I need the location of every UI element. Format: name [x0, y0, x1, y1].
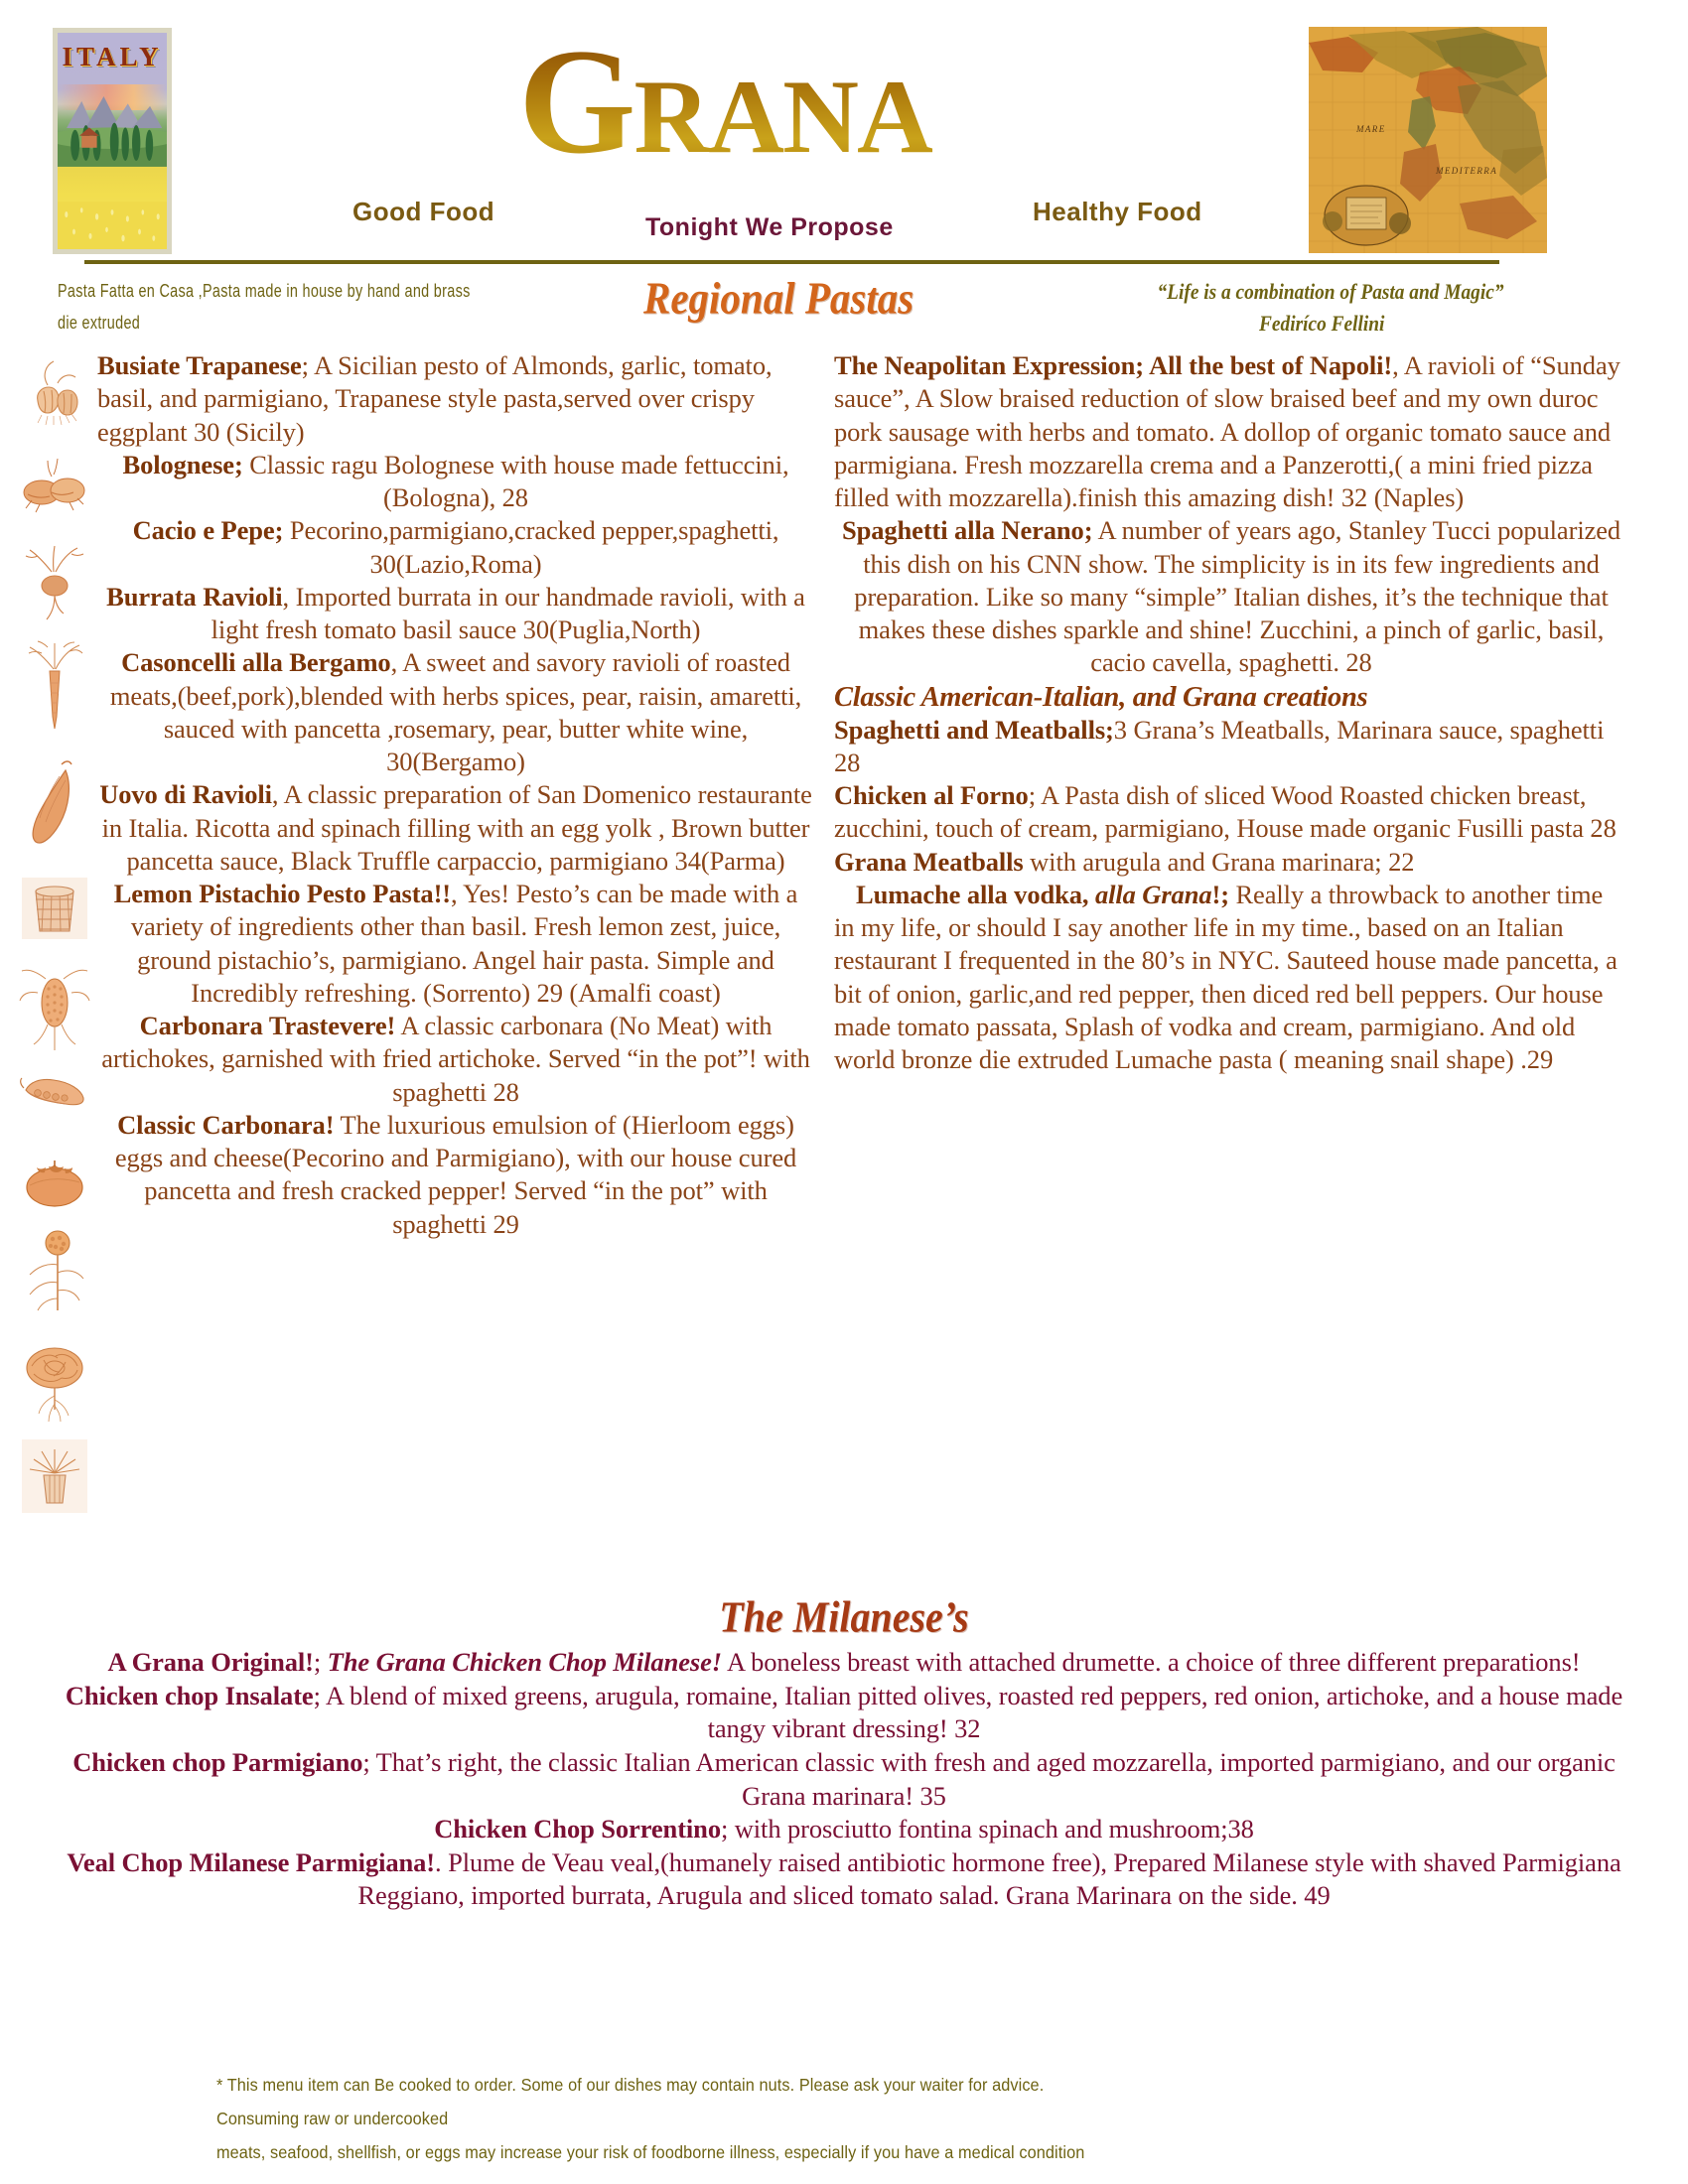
dish-separator: ; — [1028, 780, 1036, 810]
menu-item-grana-meatballs — [834, 846, 1628, 879]
poster-sunflower-field-icon — [58, 202, 167, 249]
pea-pod-icon — [18, 1068, 91, 1138]
milanese-intro-italic: The Grana Chicken Chop Milanese! — [327, 1647, 722, 1677]
pasta-made-in-house-note: Pasta Fatta en Casa ,Pasta made in house by hand and brass die extruded — [58, 281, 471, 333]
dish-separator: , — [451, 879, 458, 908]
fennel-glyph — [18, 1433, 91, 1519]
milanese-item-veal-chop-milanese-parmigiana — [60, 1846, 1628, 1913]
dish-description: A blend of mixed greens, arugula, romaine, Italian pitted olives, roasted red peppers, red onion, artichoke, and a house made tangy vibrant dressing! 32 — [320, 1680, 1623, 1744]
carrot-icon — [18, 639, 91, 745]
cabbage-icon — [18, 1330, 91, 1428]
onions-glyph — [18, 449, 91, 532]
corn-glyph — [18, 957, 91, 1062]
dish-name: Busiate Trapanese — [97, 350, 302, 380]
dish-separator: . — [435, 1846, 442, 1877]
disclaimer-line-2: Consuming raw or undercooked — [216, 2109, 449, 2129]
garlic-bulbs-glyph — [18, 357, 91, 443]
dish-name: Chicken Chop Sorrentino — [434, 1814, 721, 1844]
dish-separator: ; — [362, 1746, 370, 1777]
carrot-glyph — [18, 639, 91, 745]
dish-description: A sweet and savory ravioli of roasted meats,(beef,pork),blended with herbs spices, pear, raisin, amaretti, sauced with pancetta ,rosemary, pear, butter white wine, 30(Bergamo) — [109, 647, 802, 776]
beet-glyph — [18, 538, 91, 633]
subtitle-bar — [0, 266, 1688, 345]
menu-item-lumache-alla-vodka — [834, 879, 1628, 1077]
garlic-bulbs-icon — [18, 357, 91, 443]
milanese-intro-bold: A Grana Original! — [107, 1647, 314, 1677]
vegetable-illustration-rail — [18, 357, 93, 1525]
menu-item-neapolitan-expression — [834, 349, 1628, 514]
milanese-intro-rest: A boneless breast with attached drumette. a choice of three different preparations! — [721, 1647, 1581, 1677]
menu-header — [0, 0, 1688, 266]
dish-separator: ; — [313, 1680, 321, 1710]
tomato-icon — [18, 1144, 91, 1219]
milanese-intro-separator: ; — [313, 1647, 328, 1677]
dish-description: Pecorino,parmigiano,cracked pepper,spaghetti, 30(Lazio,Roma) — [283, 515, 779, 579]
milanese-section — [60, 1593, 1628, 1913]
pea-pod-glyph — [18, 1068, 91, 1138]
dish-separator: !; — [1211, 879, 1229, 909]
menu-item-lemon-pistachio-pesto-pasta — [97, 878, 814, 1010]
cabbage-glyph — [18, 1330, 91, 1428]
italy-travel-poster-image — [53, 28, 172, 254]
dish-description: A Pasta dish of sliced Wood Roasted chicken breast, zucchini, touch of cream, parmigiano, House made organic Fusilli pasta 28 — [834, 780, 1617, 844]
dish-separator: , — [271, 779, 279, 810]
onions-icon — [18, 449, 91, 532]
tagline-healthy-food: Healthy Food — [1033, 197, 1202, 226]
dish-name-italic: alla Grana — [1094, 879, 1212, 909]
dish-name: Carbonara Trastevere! — [139, 1011, 396, 1040]
dish-name: Classic Carbonara! — [117, 1109, 335, 1140]
menu-item-bolognese — [97, 449, 814, 515]
artichoke-plant-icon — [18, 1225, 91, 1324]
disclaimer-line-3: meats, seafood, shellfish, or eggs may increase your risk of foodborne illness, especially if you have a medical condition — [216, 2142, 1085, 2163]
milanese-item-chicken-chop-parmigiano — [60, 1746, 1628, 1813]
dish-description: Plume de Veau veal,(humanely raised antibiotic hormone free), Prepared Milanese style with shaved Parmigiana Reggiano, imported burrata, Arugula and sliced tomato salad. Grana Marinara on the side. 49 — [357, 1846, 1621, 1911]
menu-item-spaghetti-alla-nerano — [834, 514, 1628, 679]
dish-description: A classic carbonara (No Meat) with artichokes, garnished with fried artichoke. Served “in the pot”! with spaghetti 28 — [101, 1011, 810, 1107]
dish-separator: ; — [301, 350, 309, 380]
restaurant-name — [387, 18, 1062, 185]
dish-separator: , — [1392, 350, 1399, 380]
dish-name: Cacio e Pepe; — [132, 515, 284, 546]
dish-name: Bolognese; — [122, 449, 243, 479]
beet-icon — [18, 538, 91, 633]
dish-description: 3 Grana’s Meatballs, Marinara sauce, spaghetti 28 — [834, 714, 1605, 777]
dish-name: Chicken chop Parmigiano — [72, 1746, 363, 1777]
dish-name: Grana Meatballs — [834, 846, 1024, 877]
dish-description: Imported burrata in our handmade ravioli, with a light fresh tomato basil sauce 30(Puglia,North) — [211, 581, 805, 644]
left-menu-column — [97, 349, 814, 1241]
dish-name: Lemon Pistachio Pesto Pasta!! — [113, 879, 452, 908]
menu-item-carbonara-trastevere — [97, 1010, 814, 1109]
tagline-good-food: Good Food — [352, 197, 495, 226]
dish-name: Lumache alla vodka, — [856, 879, 1095, 909]
fennel-icon — [18, 1433, 91, 1519]
artichoke-plant-glyph — [18, 1225, 91, 1324]
dish-name: Veal Chop Milanese Parmigiana! — [67, 1846, 436, 1877]
dish-description: with arugula and Grana marinara; 22 — [1023, 846, 1415, 877]
italy-map-icon — [1309, 27, 1547, 253]
dish-description: with prosciutto fontina spinach and mushroom;38 — [728, 1814, 1254, 1844]
milanese-section-title: The Milanese’s — [719, 1591, 969, 1642]
brand-logo — [387, 18, 1062, 185]
basket-glyph — [18, 866, 91, 951]
dish-description: Yes! Pesto’s can be made with a variety of ingredients other than basil. Fresh lemon zest, juice, ground pistachio’s, parmigiano. Angel hair pasta. Simple and Incredibly refreshing. (Sorrento) 29 (Amalfi coast) — [130, 879, 798, 1008]
milanese-item-chicken-chop-insalate — [60, 1680, 1628, 1746]
dish-description: A Sicilian pesto of Almonds, garlic, tomato, basil, and parmigiano, Trapanese style pasta,served over crispy eggplant 30 (Sicily) — [97, 350, 773, 447]
regional-pastas-heading: Regional Pastas — [643, 272, 914, 324]
dish-description: A number of years ago, Stanley Tucci popularized this dish on his CNN show. The simplicity is in its few ingredients and preparation. Like so many “simple” Italian dishes, it’s the technique that makes these dishes sparkle and shine! Zucchini, a pinch of garlic, basil, cacio cavella, spaghetti. 28 — [854, 515, 1621, 678]
dish-description: The luxurious emulsion of (Hierloom eggs) eggs and cheese(Pecorino and Parmigiano), with our house cured pancetta and fresh cracked pepper! Served “in the pot” with spaghetti 29 — [114, 1109, 797, 1239]
dish-name: Chicken al Forno — [834, 780, 1029, 810]
poster-title-text: ITALY — [62, 41, 163, 71]
tomato-glyph — [18, 1144, 91, 1219]
right-menu-column — [834, 349, 1628, 1076]
header-divider — [84, 260, 1499, 264]
footer-disclaimer — [216, 2068, 1380, 2169]
menu-item-chicken-al-forno — [834, 779, 1628, 846]
dish-separator: , — [282, 581, 290, 612]
milanese-intro — [60, 1646, 1628, 1680]
dish-description: Classic ragu Bolognese with house made fettuccini, (Bologna), 28 — [242, 449, 789, 512]
squash-icon — [18, 751, 91, 860]
menu-item-burrata-ravioli — [97, 581, 814, 647]
menu-item-busiate-trapanese — [97, 349, 814, 449]
menu-item-cacio-e-pepe — [97, 514, 814, 581]
dish-description: That’s right, the classic Italian American classic with fresh and aged mozzarella, imported parmigiano, and our organic Grana marinara! 35 — [369, 1746, 1616, 1811]
menu-item-spaghetti-and-meatballs — [834, 714, 1628, 780]
fellini-quote-text: “Life is a combination of Pasta and Magic” — [1157, 279, 1504, 304]
basket-icon — [18, 866, 91, 951]
dish-separator: , — [390, 647, 398, 678]
section-heading-classic-american-italian: Classic American-Italian, and Grana creations — [834, 681, 1368, 713]
antique-italy-map-image — [1309, 27, 1547, 253]
brand-remainder: RANA — [633, 59, 931, 176]
dish-description: Really a throwback to another time in my life, or should I say another life in my time., based on an Italian restaurant I frequented in the 80’s in NYC. Sauteed house made pancetta, a bit of onion, garlic,and red pepper, then diced red bell peppers. Our house made tomato passata, Splash of vodka and cream, parmigiano. And old world bronze die extruded Lumache pasta ( meaning snail shape) .29 — [834, 879, 1618, 1074]
menu-item-uovo-di-ravioli — [97, 778, 814, 878]
dish-description: A classic preparation of San Domenico restaurante in Italia. Ricotta and spinach filling with an egg yolk , Brown butter pancetta sauce, Black Truffle carpaccio, parmigiano 34(Parma) — [101, 779, 812, 876]
menu-item-classic-carbonara — [97, 1109, 814, 1241]
dish-name: Casoncelli alla Bergamo — [121, 647, 391, 678]
dish-name: Chicken chop Insalate — [65, 1680, 314, 1710]
milanese-item-chicken-chop-sorrentino — [60, 1813, 1628, 1846]
brand-initial: G — [518, 18, 634, 185]
dish-name: Uovo di Ravioli — [99, 779, 272, 810]
fellini-quote — [1103, 276, 1558, 340]
squash-glyph — [18, 751, 91, 860]
dish-name: Spaghetti alla Nerano; — [841, 515, 1093, 546]
corn-icon — [18, 957, 91, 1062]
dish-name: Burrata Ravioli — [106, 581, 283, 612]
tagline-tonight-we-propose: Tonight We Propose — [645, 213, 894, 241]
dish-separator: ; — [720, 1814, 729, 1844]
dish-description: A ravioli of “Sunday sauce”, A Slow braised reduction of slow braised beef and my own duroc pork sausage with herbs and tomato. A dollop of organic tomato sauce and parmigiana. Fresh mozzarella crema and a Panzerotti,( a mini fried pizza filled with mozzarella).finish this amazing dish! 32 (Naples) — [834, 350, 1620, 512]
fellini-attribution: Fediríco Fellini — [1259, 310, 1385, 336]
map-label-mediterra: MEDITERRA — [1436, 166, 1498, 176]
dish-name: The Neapolitan Expression; All the best of Napoli! — [834, 350, 1393, 380]
menu-item-casoncelli-alla-bergamo — [97, 646, 814, 778]
map-label-mare: MARE — [1356, 124, 1386, 134]
poster-artwork — [58, 33, 167, 249]
dish-name: Spaghetti and Meatballs; — [834, 714, 1114, 745]
poster-cypress-trees-icon — [58, 119, 167, 167]
disclaimer-line-1: * This menu item can Be cooked to order. Some of our dishes may contain nuts. Please ask your waiter for advice. — [216, 2075, 1045, 2095]
